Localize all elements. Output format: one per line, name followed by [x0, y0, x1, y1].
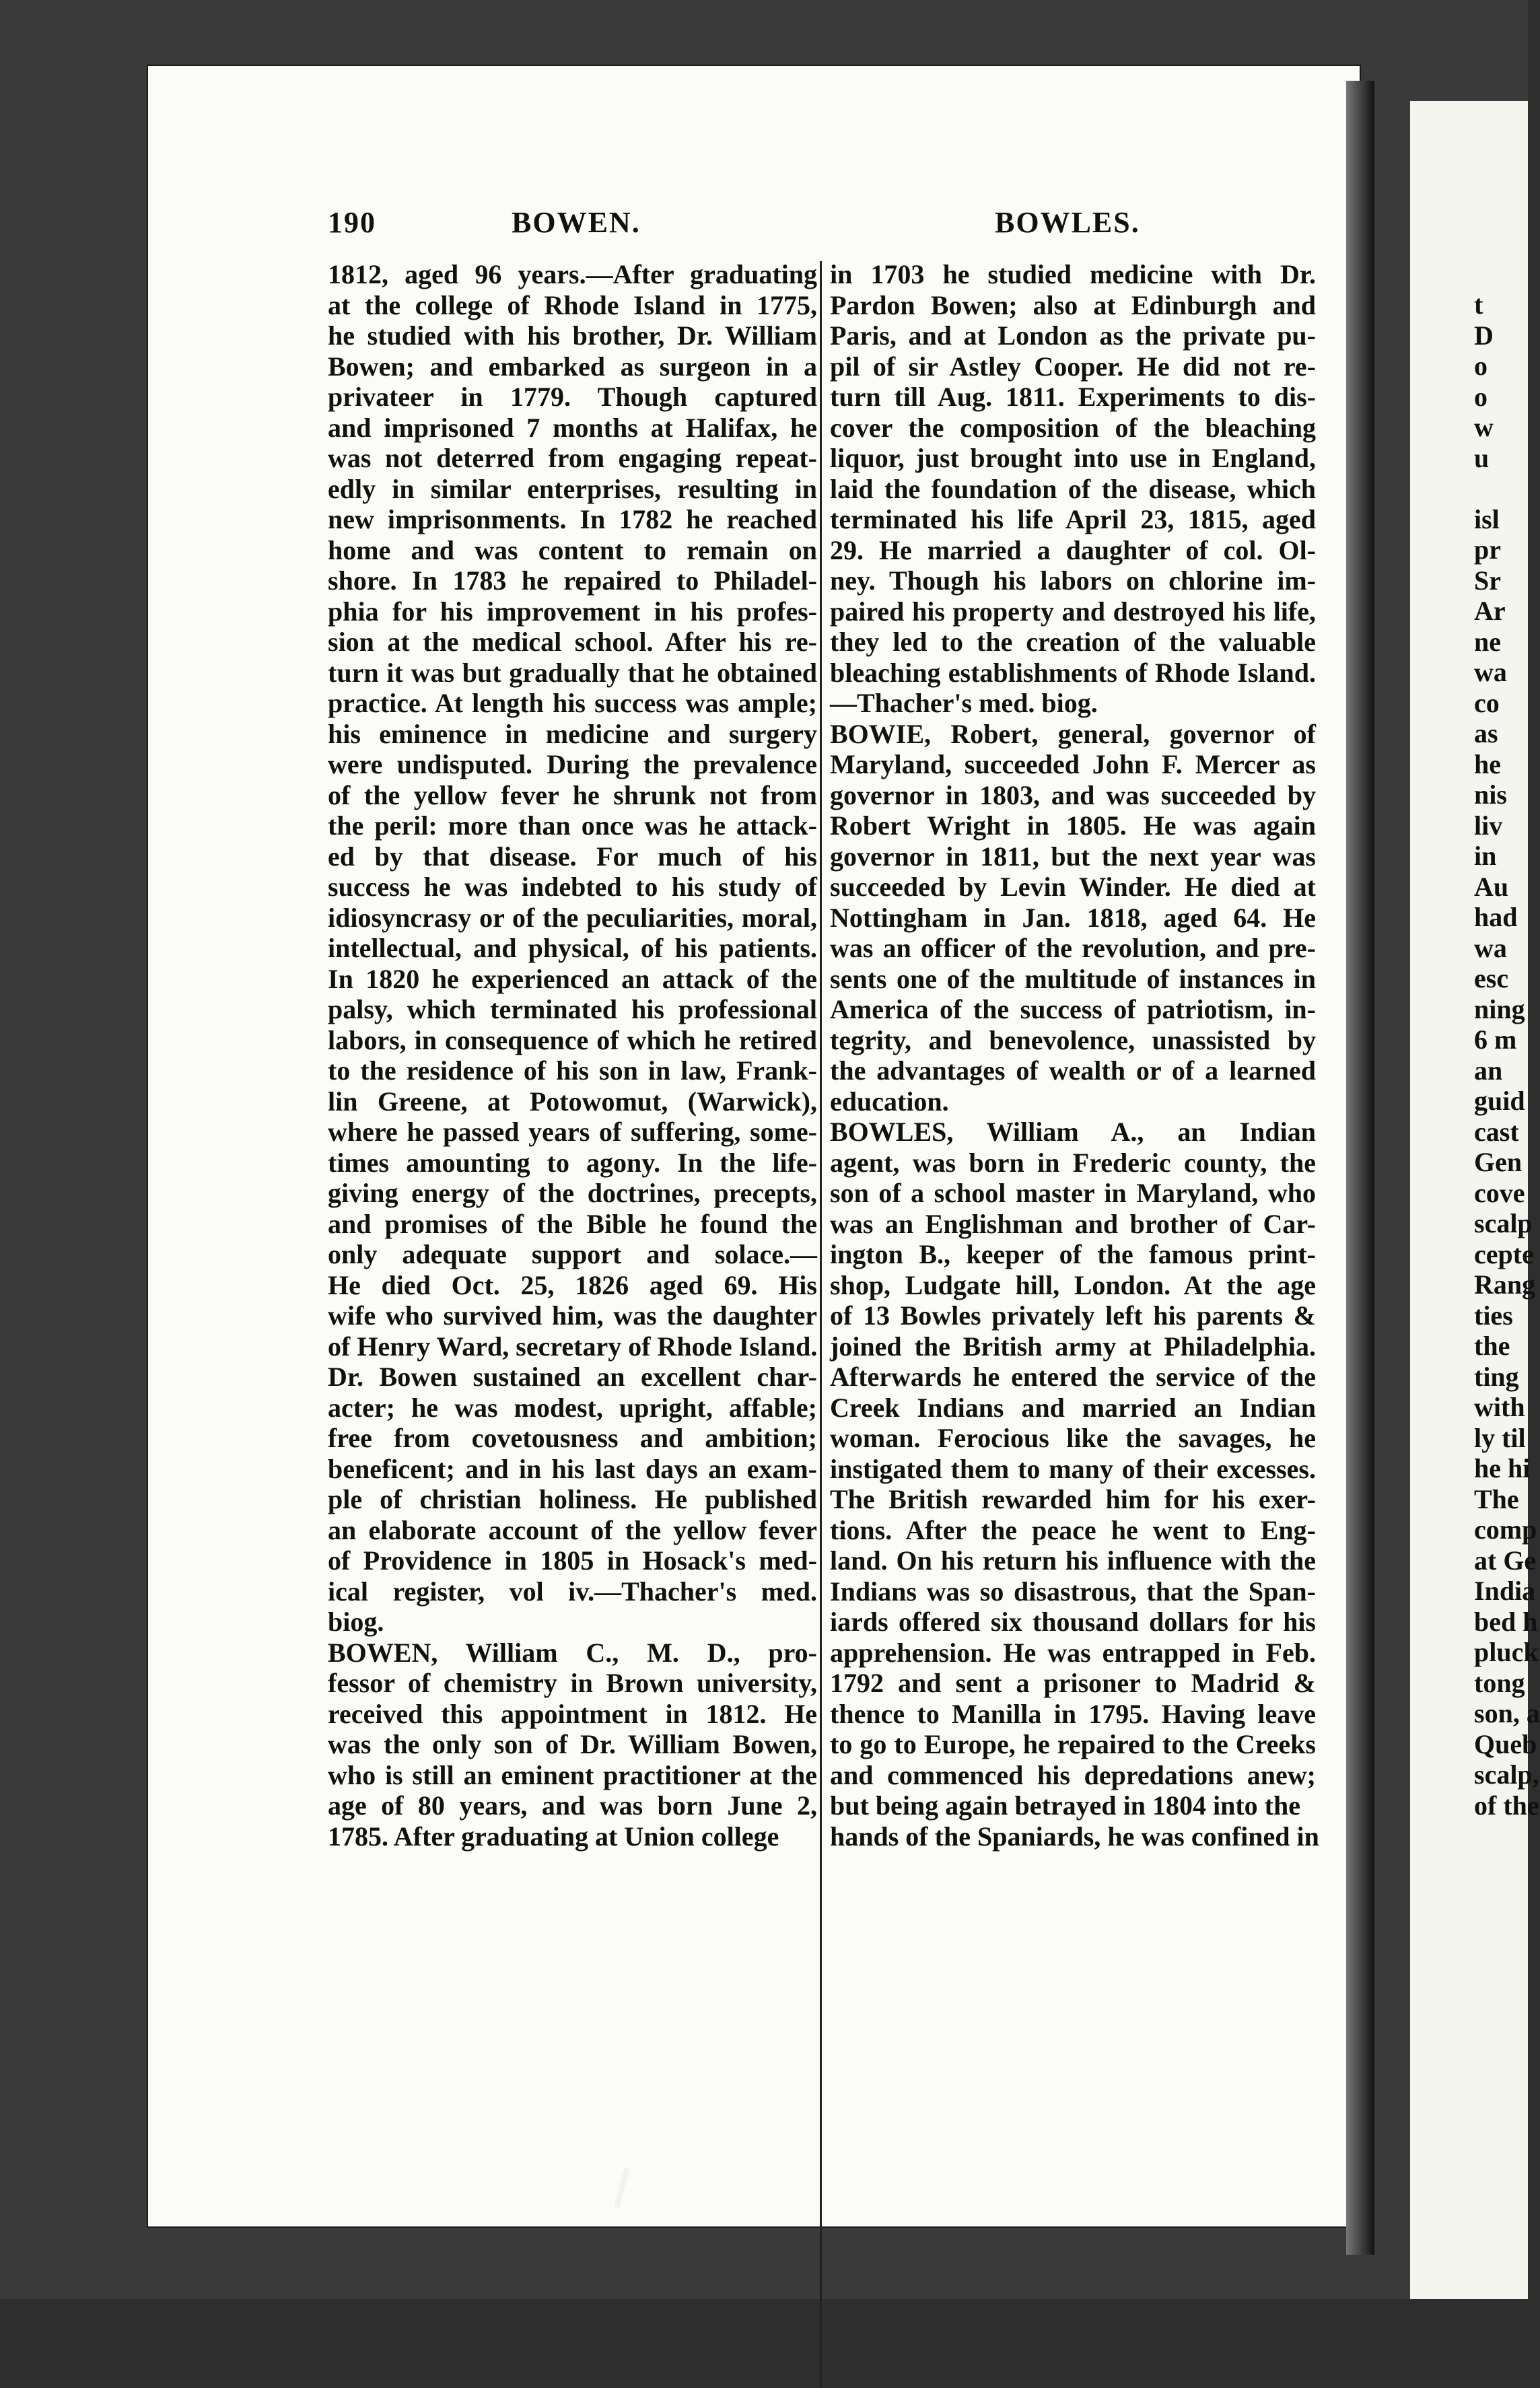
- text-line: were undisputed. During the prevalence: [328, 749, 817, 779]
- text-line: they led to the creation of the valuable: [830, 627, 1316, 657]
- text-line: at the college of Rhode Island in 1775,: [328, 289, 817, 320]
- text-line: home and was content to remain on: [328, 534, 817, 565]
- text-line: who is still an eminent practitioner at the: [328, 1759, 817, 1790]
- text-line: sents one of the multitude of instances in: [830, 963, 1316, 994]
- text-line: labors, in consequence of which he retired: [328, 1024, 817, 1055]
- adjacent-text-fragment: of the: [1474, 1790, 1539, 1821]
- text-line: age of 80 years, and was born June 2,: [328, 1790, 817, 1821]
- adjacent-text-fragment: had: [1474, 902, 1518, 932]
- text-line: paired his property and destroyed his life,: [830, 596, 1316, 627]
- text-line: of the yellow fever he shrunk not from: [328, 779, 817, 810]
- text-line: iards offered six thousand dollars for his: [830, 1607, 1316, 1637]
- column-divider: [820, 261, 822, 2388]
- text-line: practice. At length his success was ample;: [328, 688, 817, 718]
- text-line: ington B., keeper of the famous print-: [830, 1239, 1316, 1269]
- adjacent-text-fragment: [1474, 473, 1528, 504]
- text-line: his eminence in medicine and surgery: [328, 718, 817, 749]
- adjacent-text-fragment: Sr: [1474, 565, 1501, 596]
- text-line: lin Greene, at Potowomut, (Warwick),: [328, 1086, 817, 1117]
- text-line: idiosyncrasy or of the peculiarities, moral,: [328, 902, 817, 933]
- text-line: new imprisonments. In 1782 he reached: [328, 504, 817, 534]
- text-line: tions. After the peace he went to Eng-: [830, 1514, 1316, 1545]
- text-line: Maryland, succeeded John F. Mercer as: [830, 749, 1316, 779]
- adjacent-text-fragment: the: [1474, 1331, 1510, 1361]
- text-line: Afterwards he entered the service of the: [830, 1362, 1316, 1392]
- text-line: hands of the Spaniards, he was confined in: [830, 1821, 1319, 1852]
- text-line: Nottingham in Jan. 1818, aged 64. He: [830, 902, 1316, 933]
- text-line: turn till Aug. 1811. Experiments to dis-: [830, 382, 1316, 412]
- adjacent-text-fragment: o: [1474, 351, 1488, 381]
- text-line: the peril: more than once was he attack-: [328, 810, 817, 841]
- text-line: beneficent; and in his last days an exam-: [328, 1453, 817, 1484]
- page-number: 190: [328, 206, 376, 239]
- text-line: land. On his return his influence with the: [830, 1545, 1316, 1576]
- text-line: only adequate support and solace.—: [328, 1239, 817, 1269]
- adjacent-text-fragment: scalp: [1474, 1208, 1533, 1238]
- adjacent-text-fragment: wa: [1474, 657, 1507, 687]
- text-line: where he passed years of suffering, some-: [328, 1117, 817, 1147]
- text-line: BOWIE, Robert, general, governor of: [830, 718, 1316, 749]
- text-line: son of a school master in Maryland, who: [830, 1178, 1316, 1208]
- text-line: was an officer of the revolution, and pre-: [830, 933, 1316, 963]
- text-line: pil of sir Astley Cooper. He did not re-: [830, 351, 1316, 382]
- text-line: was the only son of Dr. William Bowen,: [328, 1729, 817, 1759]
- text-line: ed by that disease. For much of his: [328, 841, 817, 872]
- text-line: shop, Ludgate hill, London. At the age: [830, 1269, 1316, 1300]
- text-line: privateer in 1779. Though captured: [328, 382, 817, 412]
- text-line: biog.: [328, 1607, 384, 1637]
- text-line: governor in 1803, and was succeeded by: [830, 779, 1316, 810]
- adjacent-text-fragment: 6 m: [1474, 1024, 1517, 1055]
- text-line: 1792 and sent a prisoner to Madrid &: [830, 1668, 1316, 1698]
- text-line: turn it was but gradually that he obtained: [328, 657, 817, 688]
- text-line: but being again betrayed in 1804 into the: [830, 1790, 1300, 1821]
- page-edge-shadow: [1346, 81, 1374, 2255]
- text-line: free from covetousness and ambition;: [328, 1423, 817, 1453]
- text-line: Creek Indians and married an Indian: [830, 1392, 1316, 1423]
- text-line: success he was indebted to his study of: [328, 872, 817, 902]
- adjacent-text-fragment: Ar: [1474, 596, 1506, 626]
- running-head: [0, 205, 1528, 252]
- text-line: 1785. After graduating at Union college: [328, 1821, 779, 1852]
- text-line: thence to Manilla in 1795. Having leave: [830, 1698, 1316, 1729]
- adjacent-text-fragment: Rang: [1474, 1269, 1536, 1300]
- text-line: education.: [830, 1086, 949, 1117]
- text-line: BOWEN, William C., M. D., pro-: [328, 1637, 817, 1668]
- text-line: phia for his improvement in his profes-: [328, 596, 817, 627]
- adjacent-text-fragment: ting: [1474, 1361, 1519, 1392]
- text-line: apprehension. He was entrapped in Feb.: [830, 1637, 1316, 1668]
- text-line: of 13 Bowles privately left his parents &: [830, 1300, 1316, 1331]
- adjacent-text-fragment: t: [1474, 289, 1483, 320]
- adjacent-text-fragment: ties: [1474, 1300, 1513, 1331]
- text-line: times amounting to agony. In the life-: [328, 1147, 817, 1178]
- adjacent-text-fragment: ly til: [1474, 1422, 1526, 1453]
- left-running-title: BOWEN.: [512, 206, 641, 239]
- text-line: cover the composition of the bleaching: [830, 412, 1316, 443]
- adjacent-text-fragment: cove: [1474, 1177, 1525, 1208]
- text-line: and promises of the Bible he found the: [328, 1208, 817, 1239]
- adjacent-text-fragment: co: [1474, 687, 1500, 718]
- adjacent-text-fragment: Au: [1474, 871, 1509, 902]
- text-line: terminated his life April 23, 1815, aged: [830, 504, 1316, 534]
- text-line: succeeded by Levin Winder. He died at: [830, 872, 1316, 902]
- adjacent-text-fragment: The: [1474, 1483, 1519, 1514]
- text-line: the advantages of wealth or of a learned: [830, 1055, 1316, 1086]
- adjacent-page-text: [1474, 289, 1540, 1821]
- adjacent-text-fragment: pluck: [1474, 1637, 1539, 1667]
- text-line: joined the British army at Philadelphia.: [830, 1331, 1316, 1362]
- adjacent-text-fragment: pr: [1474, 534, 1501, 565]
- adjacent-text-fragment: guid: [1474, 1086, 1525, 1116]
- text-line: in 1703 he studied medicine with Dr.: [830, 259, 1316, 289]
- left-text-column: [328, 259, 817, 1852]
- text-line: The British rewarded him for his exer-: [830, 1484, 1316, 1514]
- text-line: America of the success of patriotism, in-: [830, 994, 1316, 1024]
- text-line: to go to Europe, he repaired to the Creeks: [830, 1729, 1316, 1759]
- text-line: Pardon Bowen; also at Edinburgh and: [830, 289, 1316, 320]
- adjacent-text-fragment: an: [1474, 1055, 1503, 1086]
- text-line: Indians was so disastrous, that the Span-: [830, 1576, 1316, 1607]
- text-line: and commenced his depredations anew;: [830, 1759, 1316, 1790]
- text-line: instigated them to many of their excesses.: [830, 1453, 1316, 1484]
- text-line: Bowen; and embarked as surgeon in a: [328, 351, 817, 382]
- text-line: liquor, just brought into use in England,: [830, 443, 1316, 473]
- adjacent-text-fragment: o: [1474, 381, 1488, 412]
- adjacent-text-fragment: Gen: [1474, 1147, 1523, 1177]
- adjacent-text-fragment: wa: [1474, 932, 1507, 963]
- adjacent-text-fragment: ne: [1474, 626, 1501, 657]
- adjacent-text-fragment: he: [1474, 748, 1501, 779]
- adjacent-text-fragment: he hi: [1474, 1453, 1531, 1483]
- adjacent-text-fragment: ning: [1474, 993, 1525, 1024]
- text-line: palsy, which terminated his professional: [328, 994, 817, 1024]
- adjacent-text-fragment: Queb: [1474, 1728, 1537, 1759]
- adjacent-text-fragment: w: [1474, 412, 1494, 442]
- text-line: shore. In 1783 he repaired to Philadel-: [328, 565, 817, 596]
- text-line: of Henry Ward, secretary of Rhode Island.: [328, 1331, 818, 1362]
- right-running-title: BOWLES.: [995, 206, 1140, 239]
- adjacent-text-fragment: as: [1474, 718, 1498, 748]
- text-line: was not deterred from engaging repeat-: [328, 443, 817, 473]
- text-line: BOWLES, William A., an Indian: [830, 1117, 1316, 1147]
- text-line: sion at the medical school. After his re-: [328, 627, 817, 657]
- adjacent-text-fragment: D: [1474, 320, 1494, 351]
- adjacent-text-fragment: in: [1474, 841, 1497, 871]
- text-line: giving energy of the doctrines, precepts,: [328, 1178, 817, 1208]
- text-line: woman. Ferocious like the savages, he: [830, 1423, 1316, 1453]
- text-line: 1812, aged 96 years.—After graduating: [328, 259, 817, 289]
- text-line: and imprisoned 7 months at Halifax, he: [328, 412, 817, 443]
- text-line: ple of christian holiness. He published: [328, 1484, 817, 1514]
- adjacent-text-fragment: nis: [1474, 779, 1507, 810]
- text-line: agent, was born in Frederic county, the: [830, 1147, 1316, 1178]
- adjacent-text-fragment: cast: [1474, 1116, 1519, 1147]
- text-line: wife who survived him, was the daughter: [328, 1300, 817, 1331]
- text-line: he studied with his brother, Dr. William: [328, 320, 817, 351]
- adjacent-text-fragment: at Ge: [1474, 1545, 1537, 1576]
- adjacent-text-fragment: cepte: [1474, 1238, 1534, 1269]
- text-line: of Providence in 1805 in Hosack's med-: [328, 1545, 817, 1576]
- text-line: received this appointment in 1812. He: [328, 1698, 817, 1729]
- adjacent-text-fragment: scalp,: [1474, 1759, 1539, 1790]
- text-line: tegrity, and benevolence, unassisted by: [830, 1024, 1316, 1055]
- adjacent-text-fragment: bed h: [1474, 1606, 1538, 1637]
- adjacent-text-fragment: isl: [1474, 503, 1500, 534]
- adjacent-text-fragment: son, a: [1474, 1698, 1540, 1728]
- text-line: acter; he was modest, upright, affable;: [328, 1392, 817, 1423]
- text-line: intellectual, and physical, of his patients.: [328, 933, 817, 963]
- text-line: Robert Wright in 1805. He was again: [830, 810, 1316, 841]
- right-text-column: [830, 259, 1319, 1852]
- text-line: ical register, vol iv.—Thacher's med.: [328, 1576, 817, 1607]
- text-line: laid the foundation of the disease, which: [830, 473, 1316, 504]
- adjacent-text-fragment: comp: [1474, 1514, 1537, 1545]
- adjacent-text-fragment: esc: [1474, 963, 1509, 993]
- adjacent-text-fragment: with: [1474, 1392, 1525, 1422]
- text-line: In 1820 he experienced an attack of the: [328, 963, 817, 994]
- text-line: an elaborate account of the yellow fever: [328, 1514, 817, 1545]
- adjacent-text-fragment: India: [1474, 1576, 1536, 1606]
- text-line: —Thacher's med. biog.: [830, 688, 1098, 718]
- text-line: ney. Though his labors on chlorine im-: [830, 565, 1316, 596]
- text-line: was an Englishman and brother of Car-: [830, 1208, 1316, 1239]
- text-line: He died Oct. 25, 1826 aged 69. His: [328, 1269, 817, 1300]
- text-line: 29. He married a daughter of col. Ol-: [830, 534, 1316, 565]
- text-line: fessor of chemistry in Brown university,: [328, 1668, 817, 1698]
- adjacent-text-fragment: u: [1474, 442, 1490, 473]
- adjacent-text-fragment: liv: [1474, 810, 1503, 841]
- text-line: Paris, and at London as the private pu-: [830, 320, 1316, 351]
- text-line: governor in 1811, but the next year was: [830, 841, 1316, 872]
- text-line: edly in similar enterprises, resulting in: [328, 473, 817, 504]
- text-line: to the residence of his son in law, Frank-: [328, 1055, 817, 1086]
- text-line: Dr. Bowen sustained an excellent char-: [328, 1362, 817, 1392]
- text-line: bleaching establishments of Rhode Island.: [830, 657, 1316, 688]
- adjacent-text-fragment: tong: [1474, 1667, 1525, 1698]
